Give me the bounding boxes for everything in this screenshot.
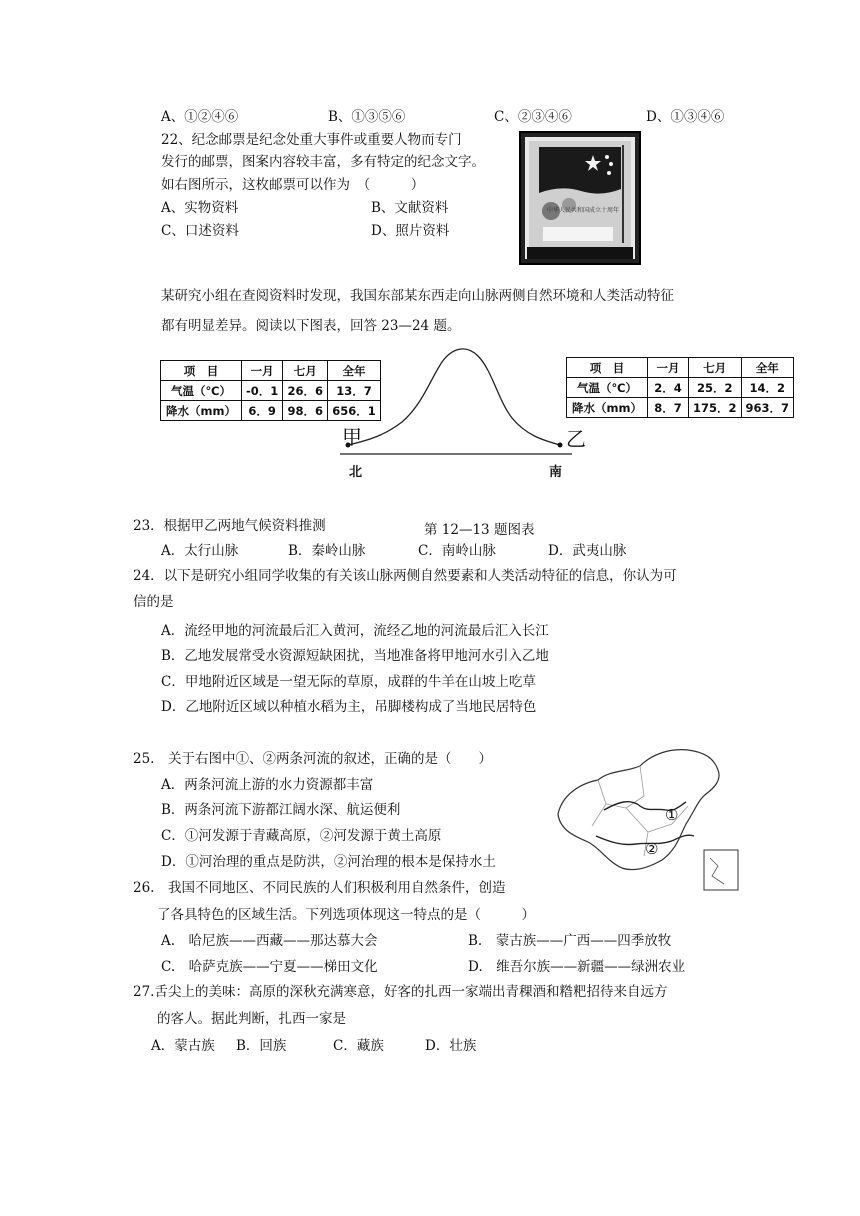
q23-stem: 23．根据甲乙两地气候资料推测 [133,518,326,534]
q22-option-c: C、口述资料 [161,223,239,239]
climate-table-yi [566,357,794,418]
table-header-cell: 项 目 [161,361,242,381]
q21-option-b: B、①③⑤⑥ [328,109,406,125]
q24-option-a: A．流经甲地的河流最后汇入黄河，流经乙地的河流最后汇入长江 [161,623,549,639]
q22-option-b: B、文献资料 [371,200,449,216]
q24-option-c: C．甲地附近区域是一望无际的草原，成群的牛羊在山坡上吃草 [161,674,536,690]
q23-option-d: D．武夷山脉 [548,543,627,559]
table-cell: 2．4 [648,378,689,398]
q25-option-d: D．①河治理的重点是防洪，②河治理的根本是保持水土 [161,854,496,870]
table-cell: 气温（℃） [567,378,648,398]
table-cell: 98．6 [283,401,328,421]
q24-option-b: B．乙地发展常受水资源短缺困扰，当地准备将甲地河水引入乙地 [161,648,549,664]
q27-option-d: D．壮族 [425,1038,477,1054]
table-cell: 降水（mm） [567,398,648,418]
q25-stem: 25. 关于右图中①、②两条河流的叙述，正确的是（ ） [133,751,492,767]
q21-option-d: D、①③④⑥ [646,109,725,125]
diagram-caption: 第 12—13 题图表 [424,522,535,538]
mountain-profile-diagram [330,340,590,460]
q25-option-b: B．两条河流下游都江阔水深、航运便利 [161,802,401,818]
table-header-cell: 一月 [648,358,689,378]
label-yi: 乙 [566,427,586,451]
intro-line2: 都有明显差异。阅读以下图表，回答 23—24 题。 [161,318,461,334]
table-cell: 气温（℃） [161,381,242,401]
china-outline [558,750,719,870]
map-marker-1: ① [665,806,679,824]
q23-option-a: A．太行山脉 [161,543,239,559]
q26-option-a: A. 哈尼族——西藏——那达慕大会 [161,933,378,949]
q26-option-b: B. 蒙古族——广西——四季放牧 [468,933,672,949]
mountain-profile-line [348,349,560,445]
q21-option-a: A、①②④⑥ [161,109,239,125]
table-header-cell: 七月 [283,361,328,381]
q25-option-c: C．①河发源于青藏高原，②河发源于黄土高原 [161,828,442,844]
table-cell: 8．7 [648,398,689,418]
q22-stem-line2: 发行的邮票，图案内容较丰富，多有特定的纪念文字。 [161,154,485,170]
table-cell: -0．1 [242,381,283,401]
south-china-sea-inset [704,850,738,890]
table-cell: 25．2 [689,378,742,398]
q25-option-a: A．两条河流上游的水力资源都丰富 [161,777,374,793]
table-header-cell: 项 目 [567,358,648,378]
table-row [567,378,794,398]
table-cell: 175．2 [689,398,742,418]
label-south: 南 [549,465,563,480]
q27-option-b: B．回族 [236,1038,287,1054]
table-cell: 963．7 [741,398,794,418]
label-jia: 甲 [342,425,362,449]
q21-option-c: C、②③④⑥ [494,109,572,125]
table-cell: 14．2 [741,378,794,398]
q23-option-c: C．南岭山脉 [418,543,496,559]
table-header-row [567,358,794,378]
table-header-cell: 全年 [741,358,794,378]
table-cell: 降水（mm） [161,401,242,421]
label-north: 北 [349,465,363,480]
table-cell: 6．9 [242,401,283,421]
stamp-caption: 中华人民共和国成立十周年 [547,207,620,214]
table-header-cell: 七月 [689,358,742,378]
q24-stem-line1: 24．以下是研究小组同学收集的有关该山脉两侧自然要素和人类活动特征的信息，你认为可 [133,568,677,584]
q24-stem-line2: 信的是 [133,594,174,610]
q24-option-d: D．乙地附近区域以种植水稻为主，吊脚楼构成了当地民居特色 [161,699,537,715]
q26-option-c: C. 哈萨克族——宁夏——梯田文化 [161,959,378,975]
q27-option-a: A．蒙古族 [151,1038,215,1054]
q27-stem-line2: 的客人。据此判断，扎西一家是 [157,1011,346,1027]
q22-option-a: A、实物资料 [161,200,239,216]
q27-option-c: C．藏族 [333,1038,384,1054]
q23-option-b: B．秦岭山脉 [288,543,366,559]
intro-line1: 某研究小组在查阅资料时发现，我国东部某东西走向山脉两侧自然环境和人类活动特征 [161,288,674,304]
q26-stem-line1: 26. 我国不同地区、不同民族的人们积极利用自然条件，创造 [133,880,506,896]
table-cell: 26．6 [283,381,328,401]
table-header-cell: 全年 [328,361,381,381]
q22-option-d: D、照片资料 [371,223,450,239]
q26-stem-line2: 了各具特色的区域生活。下列选项体现这一特点的是（ ） [157,907,535,923]
inset-coastline [710,858,724,884]
china-river-map [548,744,743,894]
q22-stem-line3: 如右图所示，这枚邮票可以作为 （ ） [161,177,425,193]
stamp-illustration [521,133,639,263]
table-header-cell: 一月 [242,361,283,381]
table-row [567,398,794,418]
q26-option-d: D. 维吾尔族——新疆——绿洲农业 [468,959,686,975]
map-marker-2: ② [645,840,659,858]
commemorative-stamp-image [519,131,641,265]
point-yi [558,443,563,448]
table-cell: 13．7 [328,381,381,401]
table-cell: 656．1 [328,401,381,421]
q22-stem-line1: 22、纪念邮票是纪念处重大事件或重要人物而专门 [161,132,462,148]
q27-stem-line1: 27.舌尖上的美味：高原的深秋充满寒意，好客的扎西一家端出青稞酒和糌粑招待来自远方 [133,984,668,1000]
